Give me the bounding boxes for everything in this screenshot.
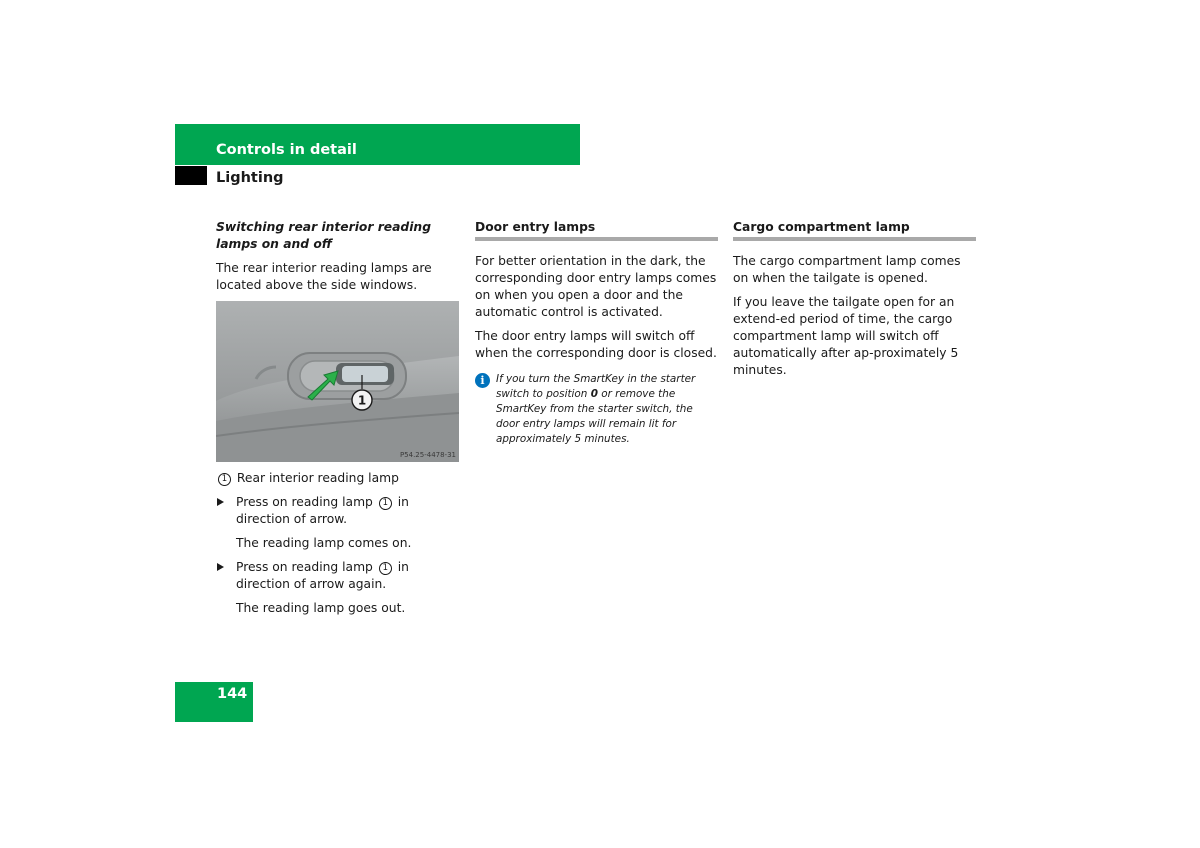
note-text: or remove the SmartKey from the starter switch, the door entry lamps will remain lit for approximately 5 minutes. [496, 388, 693, 445]
step-turn-on [216, 494, 459, 528]
reading-lamps-heading: Switching rear interior reading lamps on and off [216, 220, 431, 251]
column-reading-lamps [216, 219, 459, 624]
cargo-heading: Cargo compartment lamp [733, 219, 976, 241]
page-number: 144 [217, 686, 248, 702]
subsection-title: Lighting [216, 170, 284, 186]
column-cargo-lamp [733, 219, 976, 386]
step-number: 1 [379, 497, 392, 510]
result-on: The reading lamp comes on. [236, 536, 412, 550]
cargo-p2: If you leave the tailgate open for an extend-ed period of time, the cargo compartment lamp will switch off automatically after ap-proximately 5 minutes. [733, 295, 959, 377]
note-position: 0 [590, 388, 598, 400]
step-turn-off [216, 559, 459, 593]
legend-number: 1 [218, 473, 231, 486]
note-text: If you turn the SmartKey in the starter switch to position [496, 373, 696, 400]
figure-callout: 1 [357, 393, 367, 408]
section-title: Controls in detail [216, 142, 357, 158]
info-icon: i [475, 373, 490, 388]
step-text: Press on reading lamp [236, 560, 373, 574]
step-arrow-icon [217, 498, 224, 506]
reading-lamp-figure [216, 301, 459, 462]
reading-lamps-intro: The rear interior reading lamps are located above the side windows. [216, 261, 432, 292]
door-entry-p1: For better orientation in the dark, the corresponding door entry lamps comes on when you open a door and the automatic control is activated. [475, 254, 717, 319]
step-number: 1 [379, 562, 392, 575]
step-text: in direction of arrow. [236, 495, 409, 526]
legend-item [216, 470, 459, 487]
cargo-p1: The cargo compartment lamp comes on when the tailgate is opened. [733, 254, 961, 285]
column-door-entry-lamps [475, 219, 718, 454]
reading-lamp-photo [216, 301, 459, 462]
legend-text: Rear interior reading lamp [236, 471, 399, 485]
result-off: The reading lamp goes out. [236, 601, 406, 615]
info-note [475, 372, 718, 447]
door-entry-heading: Door entry lamps [475, 219, 718, 241]
step-text: Press on reading lamp [236, 495, 373, 509]
figure-code: P54.25-4478-31 [399, 451, 456, 459]
step-arrow-icon [217, 563, 224, 571]
step-text: in direction of arrow again. [236, 560, 409, 591]
header-marker [175, 166, 207, 185]
door-entry-p2: The door entry lamps will switch off when the corresponding door is closed. [475, 329, 717, 360]
